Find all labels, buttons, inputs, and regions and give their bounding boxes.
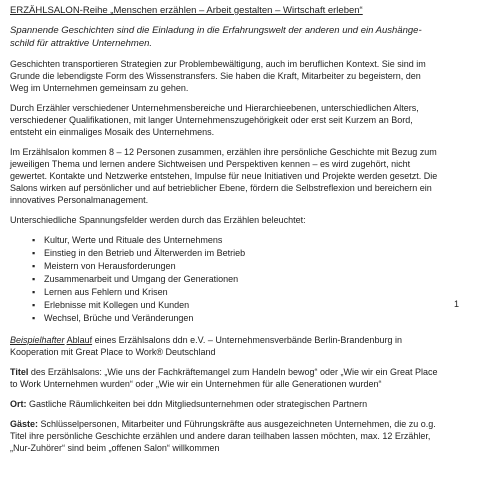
bullet-item: ▪ Zusammenarbeit und Umgang der Generationen	[32, 273, 440, 285]
bullet-item: ▪ Kultur, Werte und Rituale des Unternehmens	[32, 234, 440, 246]
ort-label: Ort:	[10, 399, 27, 409]
section-text: eines Erzählsalons ddn e.V. – Unternehmensverbände Berlin-Brandenburg in Kooperation mit Great Place to Work® Deutschland	[10, 335, 402, 357]
section-label-italic: Beispielhafter	[10, 335, 65, 345]
ort-text: Gastliche Räumlichkeiten bei ddn Mitgliedsunternehmen oder strategischen Partnern	[26, 399, 368, 409]
paragraph-2: Durch Erzähler verschiedener Unternehmensbereiche und Hierarchieebenen, unterschiedlichen Alters, verschiedener Qualifikationen, mit langer Unternehmenszugehörigkeit oder erst seit Kurzem an Bord, entsteht ein einmaliges Mosaik des Unternehmens.	[10, 103, 419, 137]
titel-text: des Erzählsalons: „Wie uns der Fachkräftemangel zum Handeln bewog“ oder „Wie wir ein Great Place to Work Unternehmen wurden“ oder „Wie wir ein Unternehmen für alle Generationen wurden“	[10, 367, 438, 389]
titel-paragraph	[10, 366, 440, 390]
section-heading	[10, 334, 440, 358]
bullet-item: ▪ Einstieg in den Betrieb und Älterwerden im Betrieb	[32, 247, 440, 259]
section-label-underlined: Ablauf	[66, 335, 93, 345]
gaeste-paragraph	[10, 418, 440, 454]
intro-text: Spannende Geschichten sind die Einladung in die Erfahrungswelt der anderen und ein Aushänge-schild für attraktive Unternehmen.	[10, 25, 422, 49]
page-number: 1	[454, 299, 460, 309]
paragraph-4: Unterschiedliche Spannungsfelder werden durch das Erzählen beleuchtet:	[10, 215, 306, 225]
paragraph-3: Im Erzählsalon kommen 8 – 12 Personen zusammen, erzählen ihre persönliche Geschichte mit Bezug zum jeweiligen Thema und lernen andere Sichtweisen und Perspektiven kennen – es wird zugehört, nicht gewertet. Kontakte und Netzwerke entstehen, Impulse für neue Initiativen und Projekte werden gesetzt. Die Salons wirken auf persönlicher und auf betrieblicher Ebene, fördern die Selbstreflexion und bereichern ein innovatives Personalmanagement.	[10, 147, 438, 205]
titel-label: Titel	[10, 367, 29, 377]
document-body	[10, 4, 440, 462]
bullet-item: ▪ Lernen aus Fehlern und Krisen	[32, 286, 440, 298]
bullet-list	[10, 234, 440, 324]
bullet-item: ▪ Meistern von Herausforderungen	[32, 260, 440, 272]
bullet-item: ▪ Erlebnisse mit Kollegen und Kunden	[32, 299, 440, 311]
gaeste-label: Gäste:	[10, 419, 39, 429]
paragraph-1: Geschichten transportieren Strategien zur Problembewältigung, auch im beruflichen Kontext. Sie sind im Grunde die lebendigste Form des Wissenstransfers. Sie haben die Kraft, Mitarbeiter zu begeistern, den Weg im Unternehmen gemeinsam zu gehen.	[10, 59, 426, 93]
gaeste-text: Schlüsselpersonen, Mitarbeiter und Führungskräfte aus ausgezeichneten Unternehmen, die zu o.g. Titel ihre persönliche Geschichte erzählen und andere daran teilhaben lassen möchten, max. 12 Erzähler, „Nur-Zuhörer“ sind beim „offenen Salon“ willkommen	[10, 419, 436, 453]
document-title: ERZÄHLSALON-Reihe „Menschen erzählen – Arbeit gestalten – Wirtschaft erleben“	[10, 5, 363, 16]
ort-paragraph	[10, 398, 440, 410]
bullet-item: ▪ Wechsel, Brüche und Veränderungen	[32, 312, 440, 324]
